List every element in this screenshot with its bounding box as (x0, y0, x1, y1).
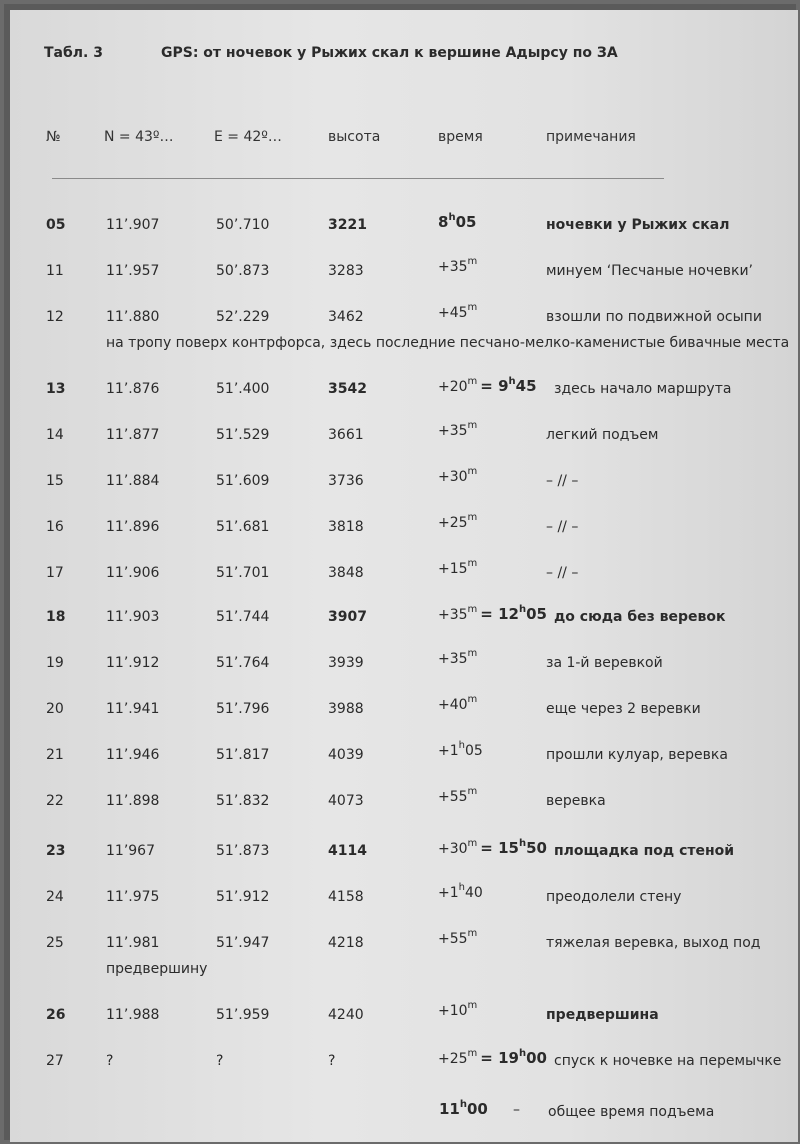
time-increment: +15 (438, 561, 468, 577)
time-increment: +55 (438, 931, 468, 947)
time-unit: m (467, 512, 478, 523)
clock-hours-sup: h (508, 376, 516, 387)
row-number: 23 (46, 843, 66, 859)
clock-hours-sup: h (448, 212, 456, 223)
row-note: минуем ‘Песчаные ночевки’ (546, 263, 753, 279)
row-note: тяжелая веревка, выход под (546, 935, 761, 951)
north-coordinate: 11’.898 (106, 793, 160, 809)
north-coordinate: 11’.877 (106, 427, 160, 443)
time-unit: m (467, 466, 478, 477)
north-coordinate: 11’.912 (106, 655, 160, 671)
clock-minutes: 00 (526, 1049, 547, 1067)
row-note: веревка (546, 793, 606, 809)
clock-minutes: 05 (455, 213, 477, 231)
row-note: прошли кулуар, веревка (546, 747, 728, 763)
north-coordinate: 11’.975 (106, 889, 160, 905)
east-coordinate: 51’.947 (216, 935, 270, 951)
altitude: 3848 (328, 565, 364, 581)
time-cell (438, 839, 547, 857)
header-time: время (438, 129, 483, 145)
time-increment: +30 (438, 469, 468, 485)
north-coordinate: 11’967 (106, 843, 155, 859)
time-cell (438, 213, 476, 231)
row-number: 27 (46, 1053, 64, 1069)
east-coordinate: 51’.744 (216, 609, 270, 625)
altitude: 3661 (328, 427, 364, 443)
time-cell (438, 420, 478, 439)
row-number: 13 (46, 381, 66, 397)
time-increment: +45 (438, 305, 468, 321)
east-coordinate: 51’.609 (216, 473, 270, 489)
east-coordinate: 51’.400 (216, 381, 270, 397)
row-note: еще через 2 веревки (546, 701, 701, 717)
row-number: 17 (46, 565, 64, 581)
time-cell (438, 302, 478, 321)
header-east: E = 42º… (214, 129, 282, 145)
time-unit: m (467, 786, 478, 797)
clock-hours: = 15 (480, 839, 519, 857)
north-coordinate: 11’.896 (106, 519, 160, 535)
time-increment: +30 (438, 841, 468, 857)
clock-time (480, 838, 547, 857)
clock-time (480, 604, 547, 623)
row-note: взошли по подвижной осыпи (546, 309, 762, 325)
row-number: 25 (46, 935, 64, 951)
altitude: 4240 (328, 1007, 364, 1023)
time-increment: +25 (438, 1051, 468, 1067)
time-increment: +20 (438, 379, 468, 395)
north-coordinate: 11’.876 (106, 381, 160, 397)
east-coordinate: 51’.912 (216, 889, 270, 905)
time-cell (438, 377, 537, 395)
row-number: 11 (46, 263, 64, 279)
altitude: 3988 (328, 701, 364, 717)
time-cell (438, 558, 478, 577)
time-increment-minutes: 05 (464, 743, 483, 759)
north-coordinate: 11’.880 (106, 309, 160, 325)
time-unit: m (467, 694, 478, 705)
time-unit: m (467, 1000, 478, 1011)
row-note: до сюда без веревок (554, 609, 726, 625)
row-note: преодолели стену (546, 889, 682, 905)
altitude: 3283 (328, 263, 364, 279)
altitude: 3818 (328, 519, 364, 535)
east-coordinate: 51’.796 (216, 701, 270, 717)
clock-minutes: 50 (526, 839, 547, 857)
time-increment: +1 (438, 885, 459, 901)
time-cell (438, 512, 478, 531)
north-coordinate: ? (106, 1053, 114, 1069)
row-number: 05 (46, 217, 66, 233)
time-cell (438, 648, 478, 667)
row-note: ночевки у Рыжих скал (546, 217, 730, 233)
header-divider (52, 178, 664, 179)
row-note: – // – (546, 565, 579, 581)
east-coordinate: 52’.229 (216, 309, 270, 325)
time-increment-minutes: 40 (464, 885, 483, 901)
table-label: Табл. 3 (44, 45, 103, 61)
clock-hours-sup: h (518, 1048, 527, 1059)
time-unit: m (467, 558, 478, 569)
clock-hours-sup: h (518, 604, 527, 615)
north-coordinate: 11’.941 (106, 701, 160, 717)
header-num: № (46, 129, 61, 145)
row-note: площадка под стеной (554, 843, 735, 859)
altitude: 3907 (328, 609, 367, 625)
clock-hours-sup: h (518, 838, 527, 849)
altitude: ? (328, 1053, 336, 1069)
total-dash: – (513, 1102, 520, 1118)
clock-time (480, 1048, 547, 1067)
east-coordinate: 51’.701 (216, 565, 270, 581)
time-increment: +1 (438, 743, 459, 759)
row-note-continuation: предвершину (106, 961, 208, 977)
clock-hours: = 19 (480, 1049, 519, 1067)
time-cell (438, 740, 483, 759)
row-note: легкий подъем (546, 427, 659, 443)
altitude: 3939 (328, 655, 364, 671)
time-cell (438, 1000, 478, 1019)
east-coordinate: 51’.873 (216, 843, 270, 859)
altitude: 4073 (328, 793, 364, 809)
time-unit: m (467, 928, 478, 939)
east-coordinate: 51’.529 (216, 427, 270, 443)
row-note: за 1-й веревкой (546, 655, 663, 671)
time-unit: h (458, 882, 465, 893)
header-notes: примечания (546, 129, 636, 145)
time-increment: +25 (438, 515, 468, 531)
time-cell (438, 1049, 547, 1067)
time-cell (438, 786, 478, 805)
document-title: GPS: от ночевок у Рыжих скал к вершине Адырсу по ЗА (161, 45, 618, 61)
altitude: 3736 (328, 473, 364, 489)
total-hours-sup: h (459, 1099, 467, 1110)
altitude: 4218 (328, 935, 364, 951)
altitude: 4158 (328, 889, 364, 905)
row-number: 21 (46, 747, 64, 763)
clock-hours: = 9 (480, 377, 509, 395)
east-coordinate: 50’.873 (216, 263, 270, 279)
row-number: 15 (46, 473, 64, 489)
time-increment: +55 (438, 789, 468, 805)
document-page (10, 10, 798, 1142)
total-label: общее время подъема (548, 1104, 715, 1120)
time-cell (438, 256, 478, 275)
east-coordinate: 50’.710 (216, 217, 270, 233)
row-number: 26 (46, 1007, 66, 1023)
time-increment: +10 (438, 1003, 468, 1019)
time-unit: m (467, 420, 478, 431)
time-unit: m (467, 604, 478, 615)
clock-time (480, 376, 537, 395)
header-altitude: высота (328, 129, 381, 145)
row-number: 20 (46, 701, 64, 717)
altitude: 3542 (328, 381, 367, 397)
row-note-continuation: на тропу поверх контрфорса, здесь последние песчано-мелко-каменистые бивачные места (106, 335, 790, 351)
altitude: 3462 (328, 309, 364, 325)
row-number: 14 (46, 427, 64, 443)
north-coordinate: 11’.884 (106, 473, 160, 489)
altitude: 4114 (328, 843, 367, 859)
total-minutes: 00 (467, 1100, 488, 1118)
clock-hours: = 12 (480, 605, 519, 623)
time-increment: +35 (438, 423, 468, 439)
east-coordinate: ? (216, 1053, 224, 1069)
row-note: предвершина (546, 1007, 659, 1023)
north-coordinate: 11’.946 (106, 747, 160, 763)
altitude: 3221 (328, 217, 367, 233)
row-number: 12 (46, 309, 64, 325)
row-number: 24 (46, 889, 64, 905)
east-coordinate: 51’.959 (216, 1007, 270, 1023)
north-coordinate: 11’.903 (106, 609, 160, 625)
clock-minutes: 45 (515, 377, 537, 395)
time-cell (438, 605, 547, 623)
clock-hours: 8 (438, 213, 449, 231)
row-note: спуск к ночевке на перемычке (554, 1053, 782, 1069)
time-unit: h (458, 740, 465, 751)
time-unit: m (467, 1048, 478, 1059)
row-note: – // – (546, 473, 579, 489)
time-increment: +35 (438, 259, 468, 275)
north-coordinate: 11’.988 (106, 1007, 160, 1023)
time-unit: m (467, 302, 478, 313)
row-note: здесь начало маршрута (554, 381, 732, 397)
total-hours: 11 (439, 1100, 460, 1118)
row-number: 19 (46, 655, 64, 671)
row-number: 16 (46, 519, 64, 535)
row-note: – // – (546, 519, 579, 535)
time-cell (438, 928, 478, 947)
east-coordinate: 51’.681 (216, 519, 270, 535)
clock-minutes: 05 (526, 605, 547, 623)
row-number: 18 (46, 609, 66, 625)
time-increment: +35 (438, 651, 468, 667)
time-cell (438, 466, 478, 485)
east-coordinate: 51’.764 (216, 655, 270, 671)
time-cell (438, 882, 483, 901)
north-coordinate: 11’.981 (106, 935, 160, 951)
clock-time (438, 212, 477, 231)
total-time (439, 1100, 488, 1118)
time-unit: m (467, 648, 478, 659)
header-north: N = 43º… (104, 129, 174, 145)
time-unit: m (467, 838, 478, 849)
east-coordinate: 51’.832 (216, 793, 270, 809)
time-unit: m (467, 256, 478, 267)
north-coordinate: 11’.906 (106, 565, 160, 581)
time-increment: +35 (438, 607, 468, 623)
time-cell (438, 694, 478, 713)
north-coordinate: 11’.957 (106, 263, 160, 279)
row-number: 22 (46, 793, 64, 809)
altitude: 4039 (328, 747, 364, 763)
east-coordinate: 51’.817 (216, 747, 270, 763)
time-increment: +40 (438, 697, 468, 713)
north-coordinate: 11’.907 (106, 217, 160, 233)
time-unit: m (467, 376, 478, 387)
